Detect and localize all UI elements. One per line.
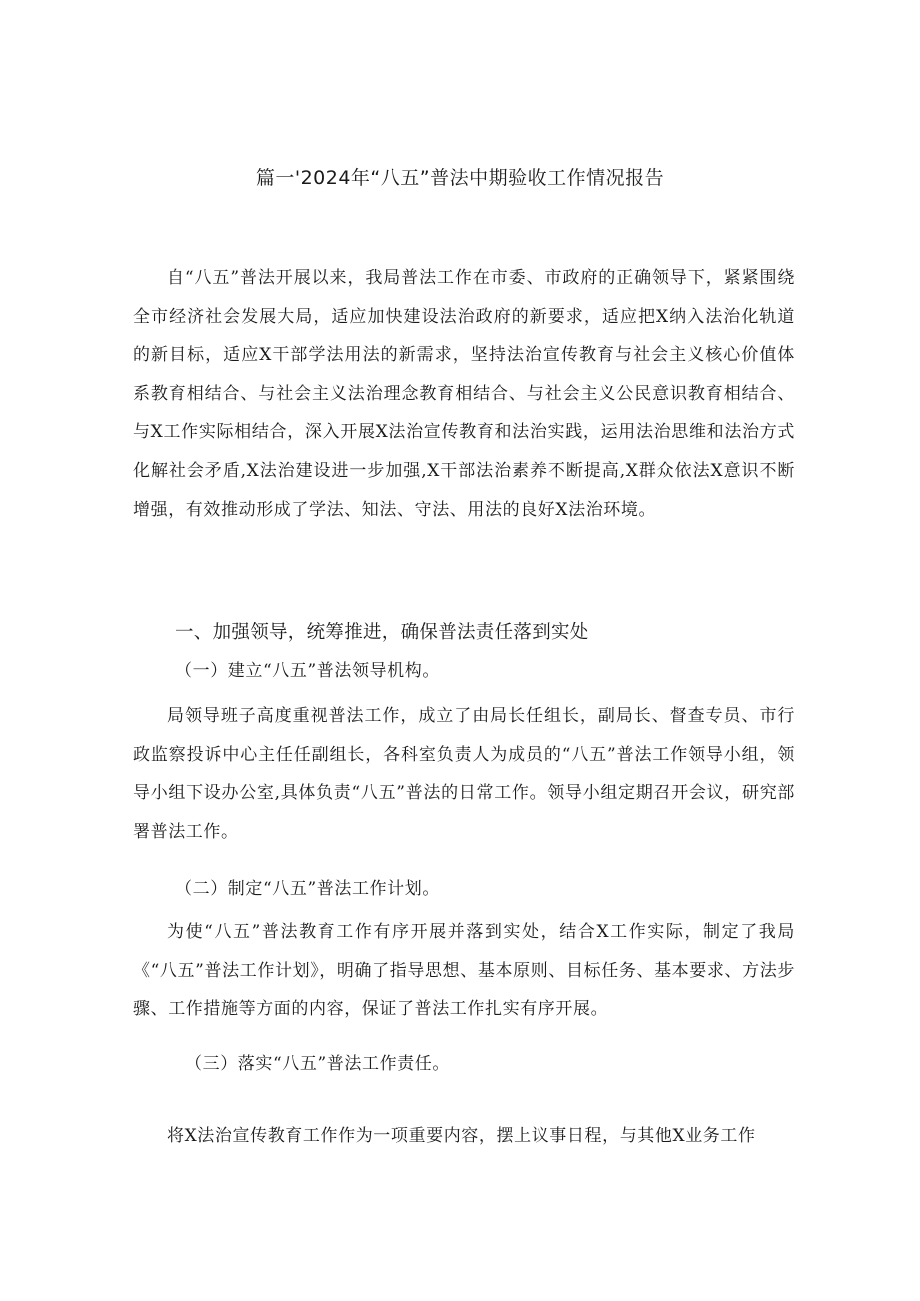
section-1-heading: 一、加强领导，统筹推进，确保普法责任落到实处: [175, 622, 589, 643]
subsection-2-heading: （二）制定“八五”普法工作计划。: [175, 879, 440, 899]
subsection-3-paragraph: 将X法治宣传教育工作作为一项重要内容，摆上议事日程，与其他X业务工作: [167, 1126, 756, 1146]
subsection-3-heading: （三）落实“八五”普法工作责任。: [185, 1054, 450, 1074]
subsection-1-paragraph: 局领导班子高度重视普法工作，成立了由局长任组长，副局长、督查专员、市行政监察投诉中心主任任副组长，各科室负责人为成员的“八五”普法工作领导小组，领导小组下设办公室,具体负责“八五”普法的日常工作。领导小组定期召开会议，研究部署普法工作。: [133, 706, 795, 842]
document-title: 篇一'2024年“八五”普法中期验收工作情况报告: [255, 167, 665, 189]
subsection-1-heading: （一）建立“八五”普法领导机构。: [175, 661, 440, 681]
intro-paragraph: 自“八五”普法开展以来，我局普法工作在市委、市政府的正确领导下，紧紧围绕全市经济社会发展大局，适应加快建设法治政府的新要求，适应把X纳入法治化轨道的新目标，适应X干部学法用法的新需求，坚持法治宣传教育与社会主义核心价值体系教育相结合、与社会主义法治理念教育相结合、与社会主义公民意识教育相结合、与X工作实际相结合，深入开展X法治宣传教育和法治实践，运用法治思维和法治方式化解社会矛盾,X法治建设进一步加强,X干部法治素养不断提高,X群众依法X意识不断增强，有效推动形成了学法、知法、守法、用法的良好X法治环境。: [133, 268, 795, 520]
subsection-2-paragraph: 为使“八五”普法教育工作有序开展并落到实处，结合X工作实际，制定了我局《“八五”普法工作计划》，明确了指导思想、基本原则、目标任务、基本要求、方法步骤、工作措施等方面的内容，保证了普法工作扎实有序开展。: [133, 922, 795, 1020]
